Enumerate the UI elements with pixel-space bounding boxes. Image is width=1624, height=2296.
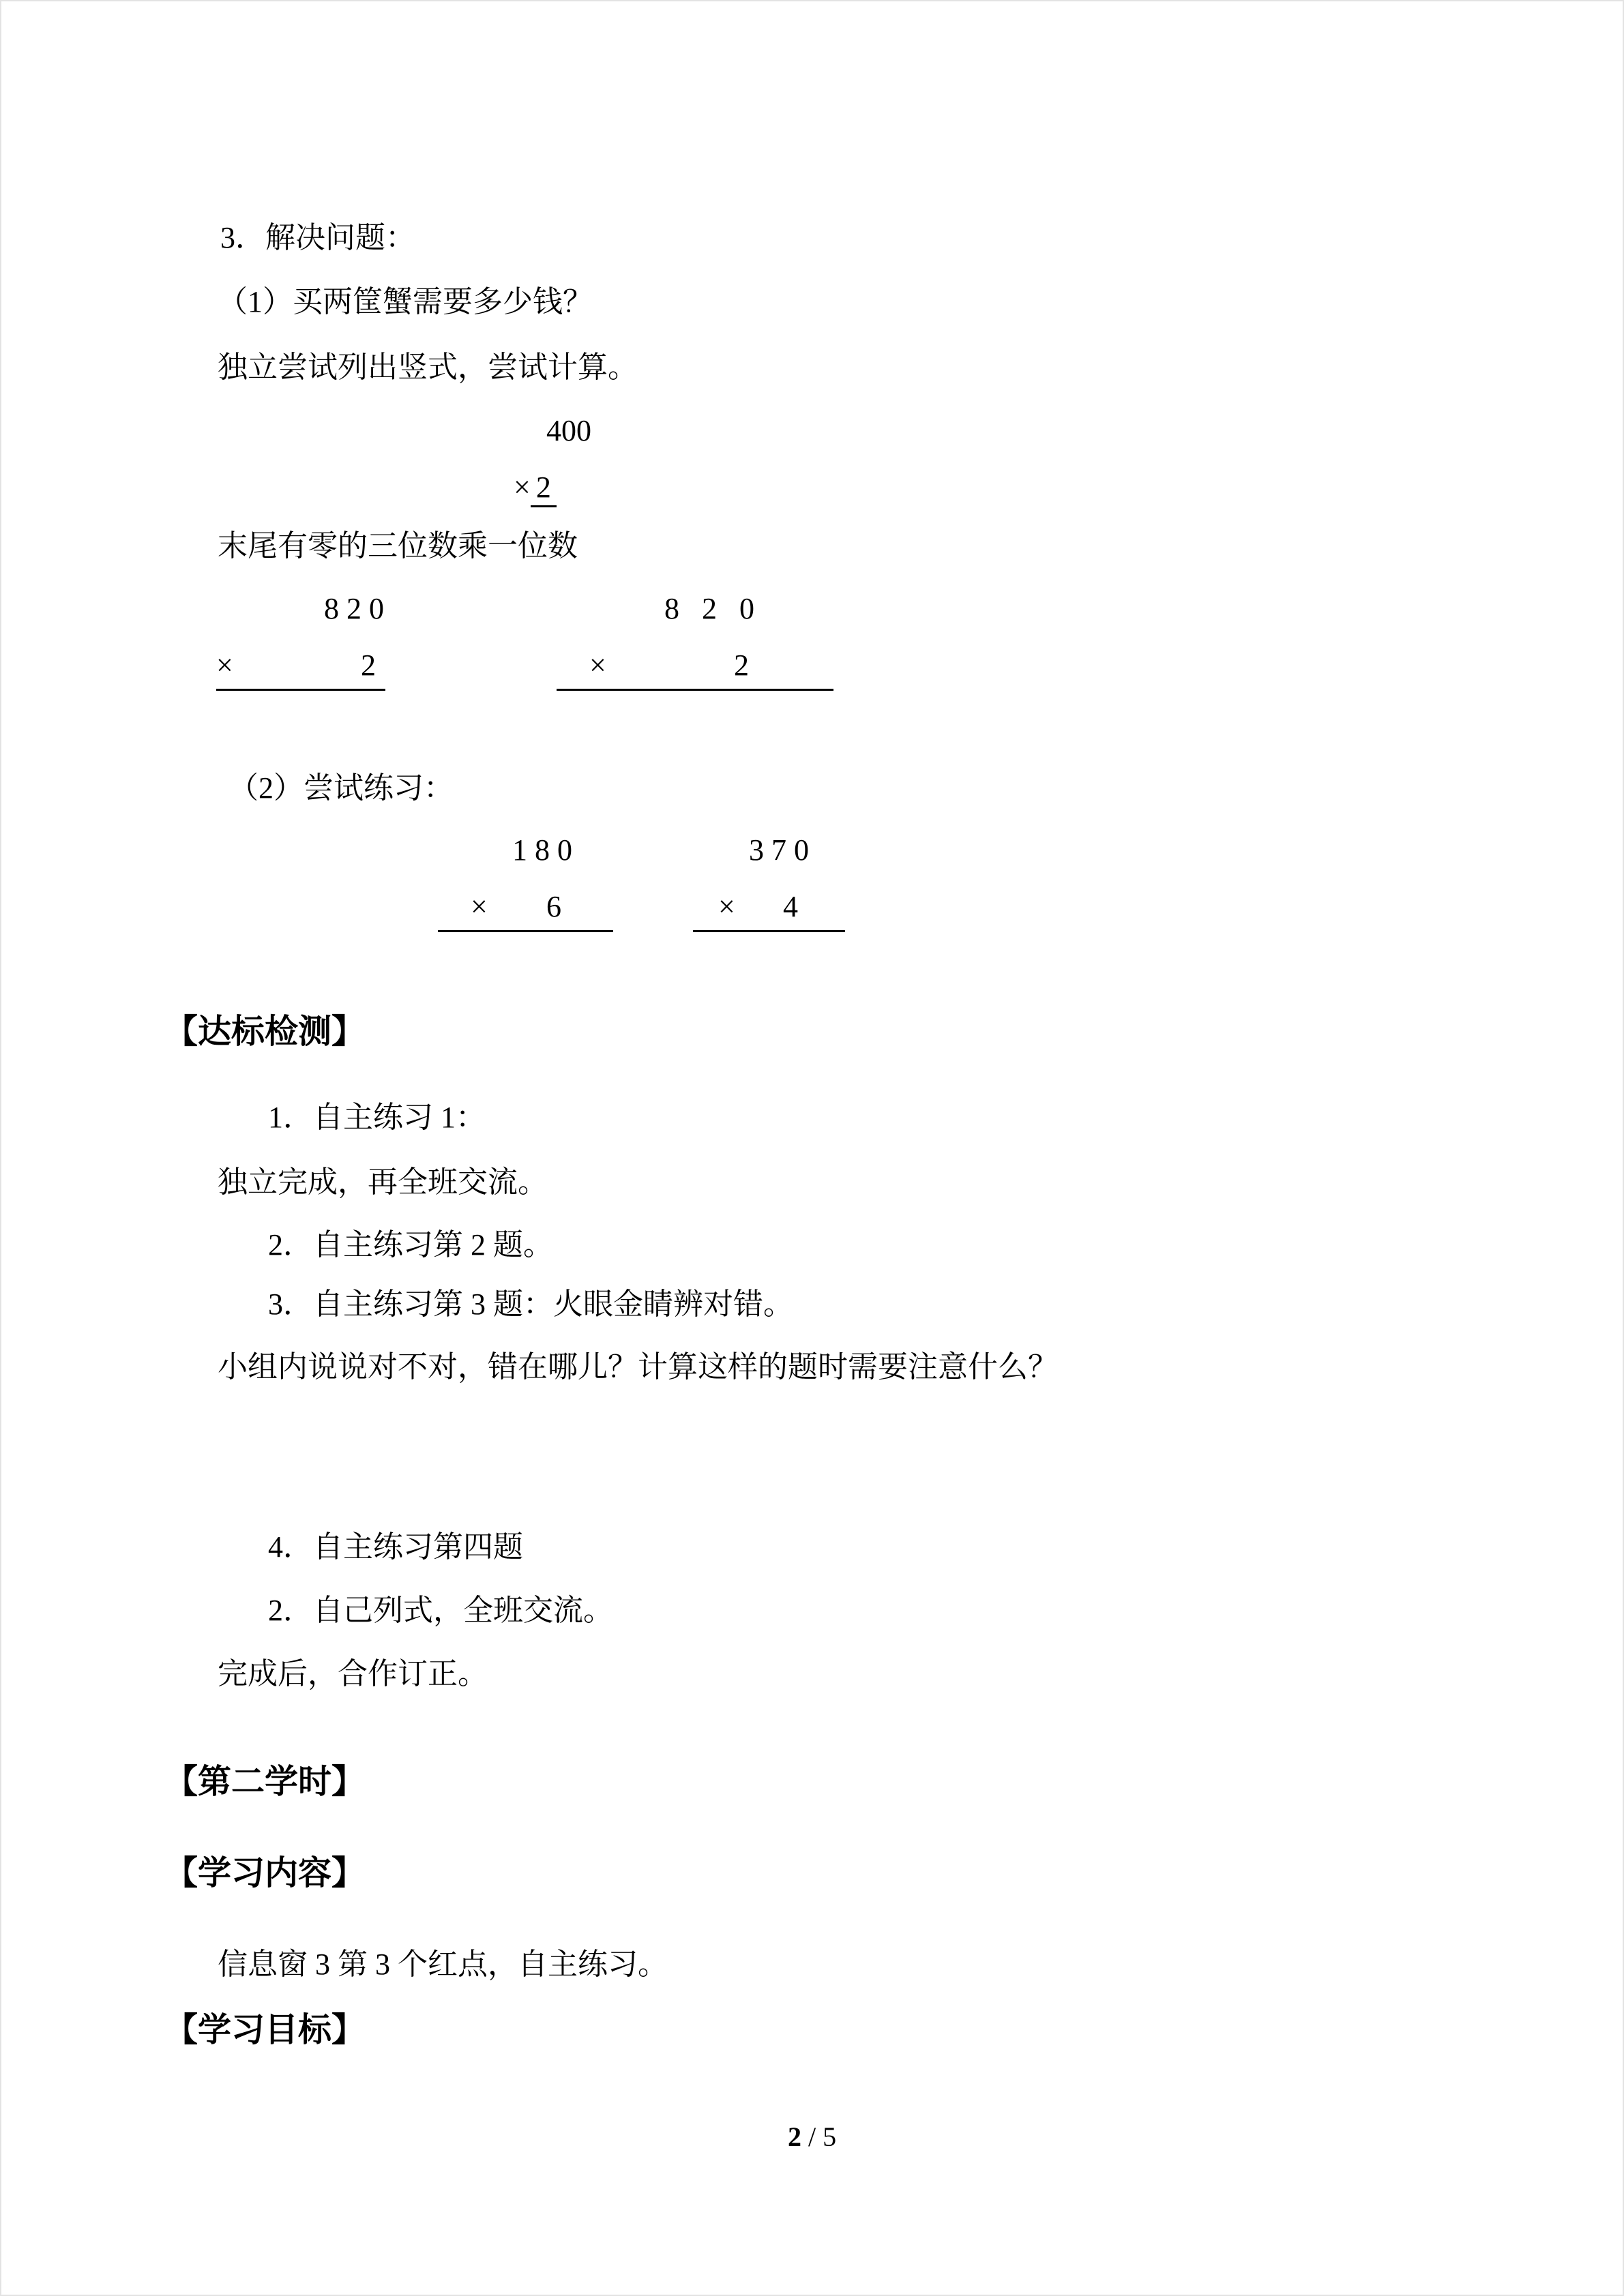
section-heading-learning-goals: 【学习目标】 (164, 2011, 366, 2048)
multiply-sign: × (718, 890, 735, 924)
page-number (1, 2121, 1623, 2153)
mul820b-multiplicand: 8 2 0 (664, 592, 754, 625)
section-heading-assessment: 【达标检测】 (164, 1013, 366, 1050)
mul400-multiplicand: 400 (546, 414, 591, 447)
mul370-multiplier-row (693, 887, 845, 932)
mul400-multiplier-row (514, 468, 557, 507)
question-1: （1）买两筐蟹需要多少钱？ (218, 285, 593, 318)
page-number-total: 5 (823, 2121, 837, 2152)
learning-content-body: 信息窗 3 第 3 个红点，自主练习。 (218, 1948, 668, 1981)
mul400-factor: 2 (531, 471, 557, 507)
multiply-sign: × (216, 648, 233, 683)
mul370-multiplicand: 3 7 0 (749, 833, 809, 867)
assessment-item-3: 3．自主练习第 3 题：火眼金睛辨对错。 (268, 1287, 793, 1321)
assessment-item-2: 2．自主练习第 2 题。 (268, 1228, 553, 1262)
mul820b (557, 589, 833, 691)
assessment-item-1-note: 独立完成，再全班交流。 (218, 1165, 548, 1199)
assessment-item-4: 4．自主练习第四题 (268, 1530, 523, 1564)
mul180-multiplier-row (438, 887, 613, 932)
mul180-multiplicand: 1 8 0 (512, 833, 572, 867)
section-heading-lesson-2: 【第二学时】 (164, 1763, 366, 1800)
trailing-zero-note: 末尾有零的三位数乘一位数 (218, 529, 578, 563)
mul820b-multiplier-row (557, 646, 833, 691)
section-heading-learning-content: 【学习内容】 (164, 1854, 366, 1892)
multiply-sign: × (514, 471, 531, 504)
mul370-factor: 4 (783, 890, 798, 924)
multiply-sign: × (589, 648, 606, 683)
page-number-separator: / (801, 2121, 823, 2152)
multiply-sign: × (471, 890, 488, 924)
mul180-factor: 6 (546, 890, 561, 924)
assessment-item-3-note: 小组内说说对不对，错在哪儿？计算这样的题时需要注意什么？ (218, 1350, 1058, 1384)
solve-problems-item: 3．解决问题： (220, 221, 415, 254)
mul820a (216, 589, 385, 691)
question-1-note: 独立尝试列出竖式，尝试计算。 (218, 351, 638, 384)
page-number-current: 2 (787, 2121, 801, 2152)
mul180 (438, 831, 613, 932)
assessment-item-1: 1．自主练习 1： (268, 1101, 486, 1134)
mul820b-factor: 2 (734, 648, 749, 683)
mul820a-factor: 2 (361, 648, 376, 683)
assessment-item-5: 2．自己列式，全班交流。 (268, 1594, 613, 1627)
mul820a-multiplicand: 8 2 0 (324, 592, 384, 625)
mul820a-multiplier-row (216, 646, 385, 691)
assessment-item-5-note: 完成后，合作订正。 (218, 1657, 488, 1690)
mul370 (693, 831, 845, 932)
question-2: （2）尝试练习： (228, 771, 454, 805)
